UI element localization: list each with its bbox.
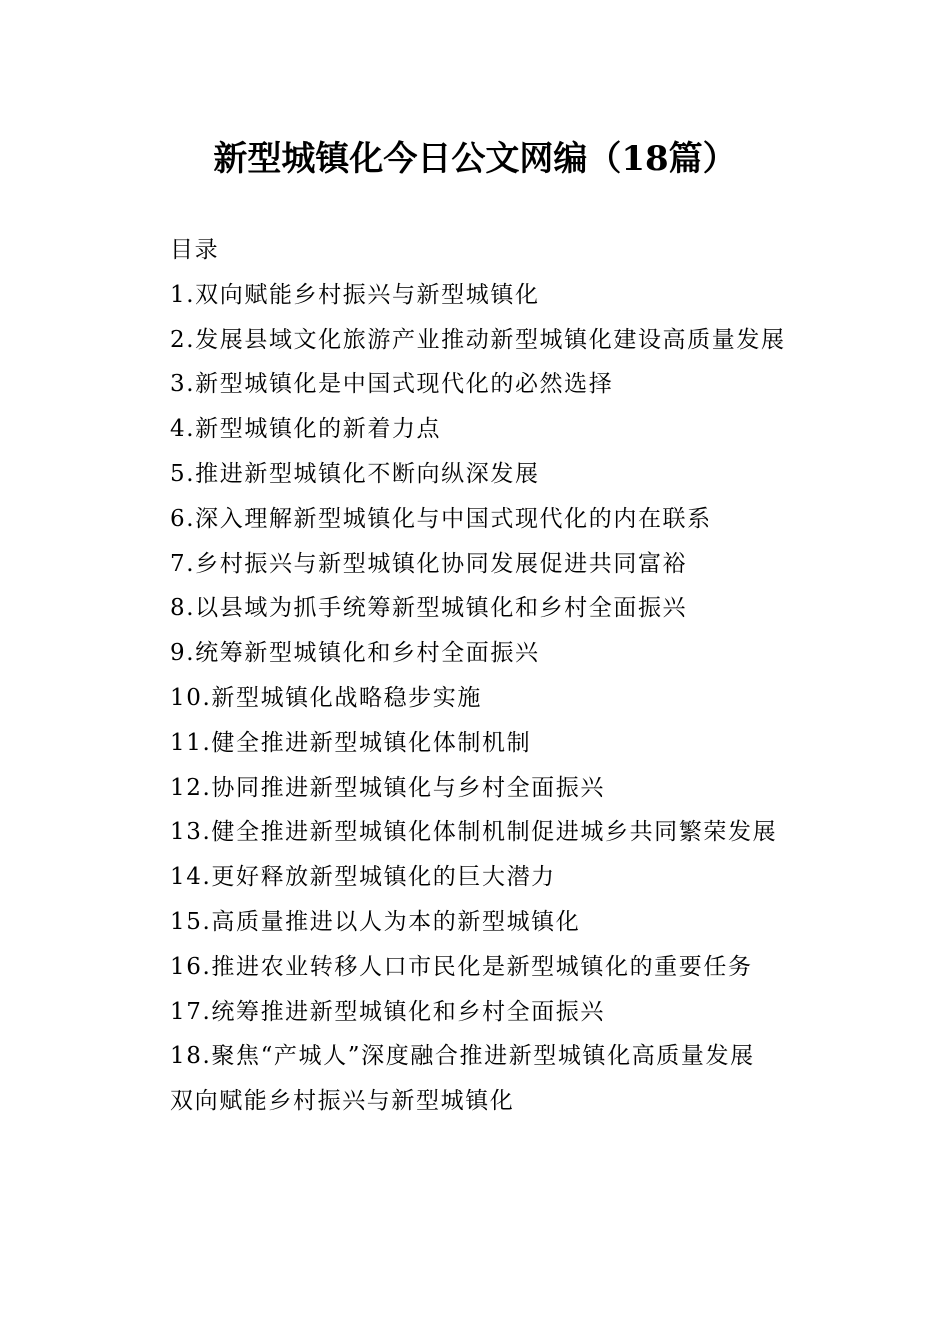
document-title: 新型城镇化今日公文网编（18篇） — [213, 139, 737, 179]
toc-item: 11.健全推进新型城镇化体制机制 — [170, 729, 532, 756]
toc-item: 7.乡村振兴与新型城镇化协同发展促进共同富裕 — [170, 550, 688, 577]
toc-item: 15.高质量推进以人为本的新型城镇化 — [170, 908, 581, 935]
toc-item: 8.以县域为抓手统筹新型城镇化和乡村全面振兴 — [170, 595, 688, 622]
toc-item: 10.新型城镇化战略稳步实施 — [170, 684, 482, 711]
toc-item: 17.统筹推进新型城镇化和乡村全面振兴 — [170, 998, 605, 1025]
toc-heading: 目录 — [170, 237, 220, 263]
toc-item: 3.新型城镇化是中国式现代化的必然选择 — [170, 371, 614, 398]
toc-item: 12.协同推进新型城镇化与乡村全面振兴 — [170, 774, 605, 801]
toc-item: 2.发展县域文化旅游产业推动新型城镇化建设高质量发展 — [170, 326, 786, 353]
toc-item: 1.双向赋能乡村振兴与新型城镇化 — [170, 281, 540, 308]
toc-item: 5.推进新型城镇化不断向纵深发展 — [170, 460, 540, 487]
toc-item: 13.健全推进新型城镇化体制机制促进城乡共同繁荣发展 — [170, 819, 778, 846]
toc-item: 16.推进农业转移人口市民化是新型城镇化的重要任务 — [170, 953, 753, 980]
toc-item: 4.新型城镇化的新着力点 — [170, 416, 442, 443]
toc-item: 6.深入理解新型城镇化与中国式现代化的内在联系 — [170, 505, 712, 532]
toc-item: 9.统筹新型城镇化和乡村全面振兴 — [170, 640, 540, 667]
body-section-title: 双向赋能乡村振兴与新型城镇化 — [170, 1088, 515, 1115]
toc-item: 14.更好释放新型城镇化的巨大潜力 — [170, 864, 556, 891]
toc-item: 18.聚焦“产城人”深度融合推进新型城镇化高质量发展 — [170, 1043, 755, 1070]
table-of-contents — [170, 228, 870, 1124]
